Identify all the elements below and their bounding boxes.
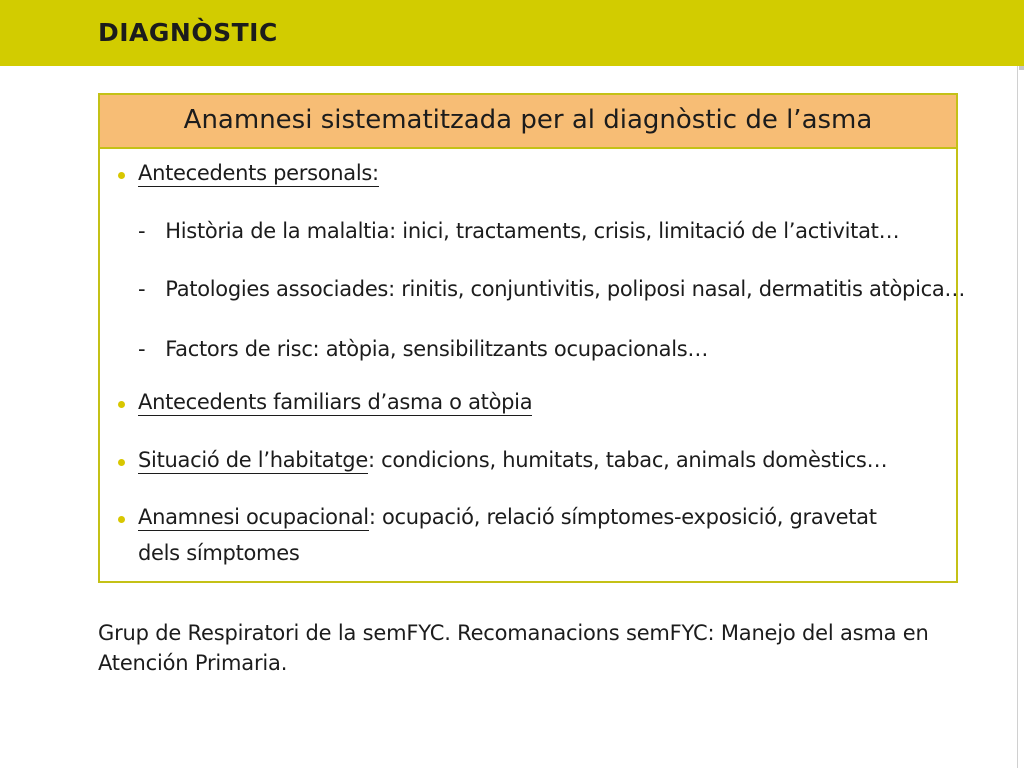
dash-icon: - [138, 277, 146, 301]
scrollbar-thumb[interactable] [1019, 66, 1024, 70]
list-item-family-history [138, 390, 532, 414]
item-text: dels símptomes [138, 541, 300, 565]
header-bar [0, 0, 1024, 66]
bullet-icon [118, 172, 125, 179]
list-item-occupational-cont [138, 541, 299, 565]
item-label: Antecedents familiars d’asma o atòpia [138, 390, 533, 414]
citation-line-1: Grup de Respiratori de la semFYC. Recomanacions semFYC: Manejo del asma en [98, 621, 929, 645]
item-text: : condicions, humitats, tabac, animals domèstics… [367, 448, 888, 472]
item-label: Situació de l’habitatge [138, 448, 368, 472]
table-header [100, 95, 956, 149]
sub-item-text: Història de la malaltia: inici, tractaments, crisis, limitació de l’activitat… [165, 219, 900, 243]
dash-icon: - [138, 219, 146, 243]
list-item-housing [138, 448, 887, 472]
list-item-occupational [138, 505, 877, 529]
sub-item-text: Patologies associades: rinitis, conjuntivitis, poliposi nasal, dermatitis atòpica… [165, 277, 966, 301]
citation-line-2: Atención Primaria. [98, 651, 288, 675]
right-edge-scrollbar[interactable] [1017, 66, 1024, 768]
bullet-icon [118, 516, 125, 523]
page-title: DIAGNÒSTIC [98, 18, 278, 47]
list-item-personal-history [138, 161, 379, 185]
sub-item-risk-factors [138, 337, 708, 361]
source-citation [98, 618, 958, 678]
item-label: Antecedents personals: [138, 161, 379, 185]
dash-icon: - [138, 337, 146, 361]
sub-item-history [138, 219, 899, 243]
sub-item-text: Factors de risc: atòpia, sensibilitzants ocupacionals… [165, 337, 709, 361]
sub-item-pathologies [138, 277, 965, 301]
item-text: : ocupació, relació símptomes-exposició, gravetat [368, 505, 877, 529]
table-title: Anamnesi sistematitzada per al diagnòstic de l’asma [183, 105, 873, 135]
anamnesis-table [98, 93, 966, 583]
bullet-icon [118, 459, 125, 466]
bullet-icon [118, 401, 125, 408]
item-label: Anamnesi ocupacional [138, 505, 369, 529]
